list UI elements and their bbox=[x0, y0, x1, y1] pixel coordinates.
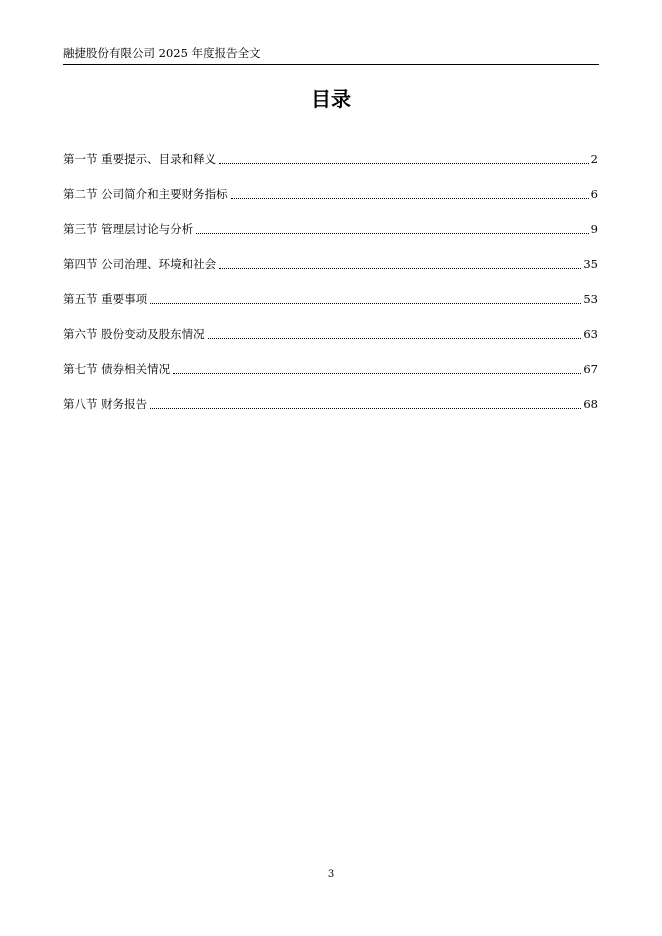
toc-dot-leader bbox=[219, 162, 589, 164]
toc-entry-label: 第三节 管理层讨论与分析 bbox=[63, 222, 194, 236]
toc-entry[interactable] bbox=[63, 220, 598, 237]
toc-entry-page: 9 bbox=[590, 222, 598, 236]
toc-entry-page: 67 bbox=[583, 362, 598, 376]
toc-entry-label: 第七节 债券相关情况 bbox=[63, 362, 171, 376]
toc-entry-label: 第五节 重要事项 bbox=[63, 292, 148, 306]
header-text: 融捷股份有限公司 2025 年度报告全文 bbox=[63, 46, 261, 60]
toc-entry[interactable] bbox=[63, 325, 598, 342]
toc-dot-leader bbox=[173, 372, 581, 374]
table-of-contents bbox=[63, 150, 598, 430]
toc-entry[interactable] bbox=[63, 395, 598, 412]
toc-entry-label: 第八节 财务报告 bbox=[63, 397, 148, 411]
toc-entry-page: 2 bbox=[590, 152, 598, 166]
page-title: 目录 bbox=[311, 87, 351, 111]
toc-dot-leader bbox=[196, 232, 589, 234]
toc-dot-leader bbox=[150, 407, 581, 409]
toc-entry[interactable] bbox=[63, 185, 598, 202]
toc-entry-label: 第六节 股份变动及股东情况 bbox=[63, 327, 205, 341]
running-header bbox=[63, 44, 599, 65]
toc-entry[interactable] bbox=[63, 150, 598, 167]
toc-dot-leader bbox=[150, 302, 581, 304]
toc-entry-label: 第四节 公司治理、环境和社会 bbox=[63, 257, 217, 271]
toc-entry-label: 第二节 公司简介和主要财务指标 bbox=[63, 187, 228, 201]
toc-dot-leader bbox=[231, 197, 589, 199]
toc-dot-leader bbox=[208, 337, 582, 339]
toc-entry-page: 35 bbox=[583, 257, 598, 271]
toc-entry[interactable] bbox=[63, 360, 598, 377]
page-number: 3 bbox=[327, 869, 335, 880]
toc-entry-page: 53 bbox=[583, 292, 598, 306]
toc-entry-label: 第一节 重要提示、目录和释义 bbox=[63, 152, 217, 166]
toc-entry[interactable] bbox=[63, 290, 598, 307]
toc-entry-page: 63 bbox=[583, 327, 598, 341]
toc-dot-leader bbox=[219, 267, 581, 269]
toc-entry-page: 68 bbox=[583, 397, 598, 411]
toc-entry[interactable] bbox=[63, 255, 598, 272]
toc-entry-page: 6 bbox=[590, 187, 598, 201]
